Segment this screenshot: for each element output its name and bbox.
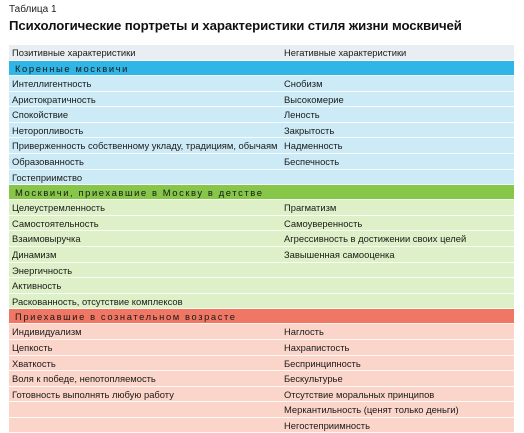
negative-trait: Самоуверенность [284,217,363,229]
positive-trait: Аристократичность [12,93,96,105]
table-row [9,387,514,403]
column-header-positive: Позитивные характеристики [12,47,136,58]
negative-trait: Бескультурье [284,373,343,385]
positive-trait: Образованность [12,155,84,167]
table-row [9,324,514,340]
table-row [9,340,514,356]
negative-trait: Завышенная самооценка [284,248,395,260]
table-row [9,76,514,92]
page-title: Психологические портреты и характеристики стиля жизни москвичей [9,18,462,33]
characteristics-table [9,45,514,433]
positive-trait: Цепкость [12,341,53,353]
table-row [9,170,514,186]
negative-trait: Снобизм [284,78,323,89]
positive-trait: Самостоятельность [12,217,99,229]
positive-trait: Энергичность [12,264,73,276]
positive-trait: Динамизм [12,248,57,260]
table-sections [9,61,514,433]
negative-trait: Закрытость [284,124,335,136]
table-row [9,278,514,294]
negative-trait: Леность [284,109,320,121]
negative-trait: Отсутствие моральных принципов [284,388,435,400]
table-row [9,154,514,170]
column-header-negative: Негативные характеристики [284,47,407,58]
table-row [9,294,514,310]
negative-trait: Беспринципность [284,357,361,369]
positive-trait: Взаимовыручка [12,233,81,245]
section-header: Приехавшие в сознательном возрасте [9,309,514,324]
table-row [9,247,514,263]
positive-trait: Готовность выполнять любую работу [12,388,174,400]
table-row [9,371,514,387]
table-header-row [9,45,514,61]
positive-trait: Хваткость [12,357,56,369]
positive-trait: Воля к победе, непотопляемость [12,373,156,385]
negative-trait: Надменность [284,140,343,152]
positive-trait: Раскованность, отсутствие комплексов [12,295,183,307]
positive-trait: Гостеприимство [12,171,83,183]
negative-trait: Меркантильность (ценят только деньги) [284,404,459,416]
table-row [9,231,514,247]
positive-trait: Индивидуализм [12,326,82,338]
table-caption: Таблица 1 [9,4,57,15]
section-header: Москвичи, приехавшие в Москву в детстве [9,185,514,200]
negative-trait: Беспечность [284,155,340,167]
negative-trait: Наглость [284,326,324,338]
positive-trait: Спокойствие [12,109,69,121]
negative-trait: Нахрапистость [284,341,350,353]
table-row [9,107,514,123]
table-row [9,200,514,216]
section-header: Коренные москвичи [9,61,514,76]
table-row [9,263,514,279]
positive-trait: Активность [12,280,62,292]
positive-trait: Интеллигентность [12,78,92,89]
positive-trait: Целеустремленность [12,202,105,214]
negative-trait: Прагматизм [284,202,337,214]
positive-trait: Приверженность собственному укладу, традициям, обычаям [12,140,278,152]
table-row [9,92,514,108]
table-row [9,418,514,433]
table-row [9,216,514,232]
positive-trait: Неторопливость [12,124,84,136]
table-row [9,356,514,372]
table-row [9,123,514,139]
table-row [9,138,514,154]
table-row [9,402,514,418]
negative-trait: Негостеприимность [284,419,370,431]
negative-trait: Высокомерие [284,93,344,105]
negative-trait: Агрессивность в достижении своих целей [284,233,467,245]
